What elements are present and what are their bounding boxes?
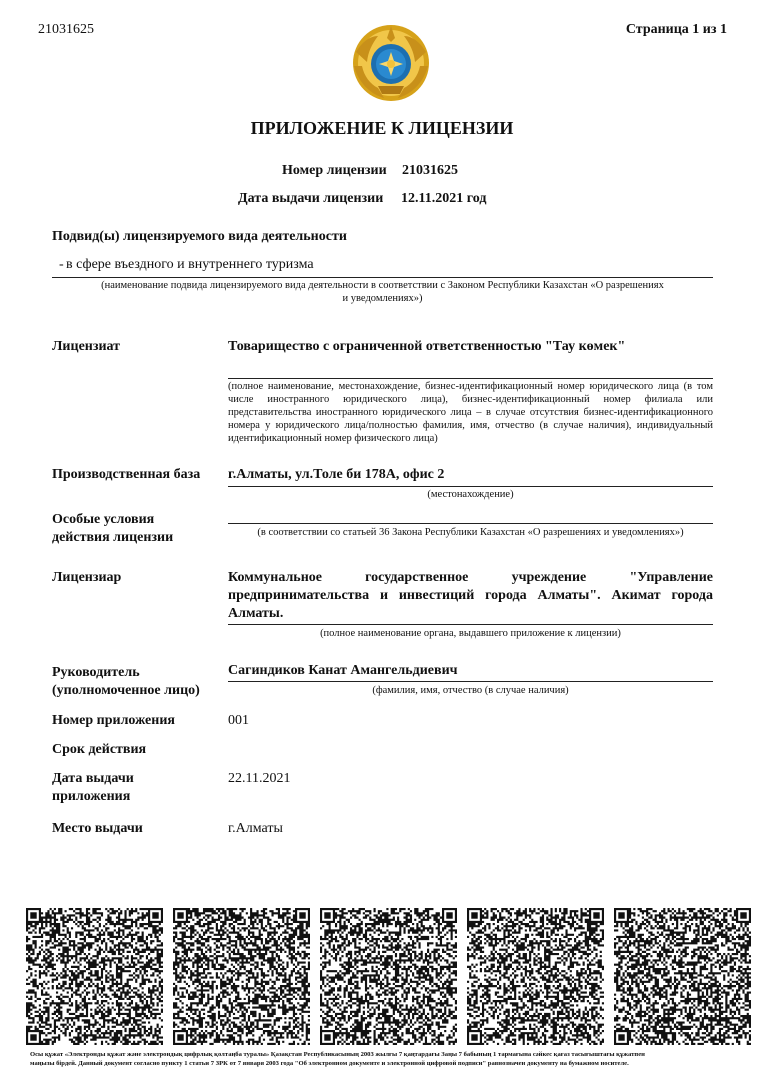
head-label: [52, 664, 200, 700]
licensor-value: Коммунальное государственное учреждение "Управление предпринимательства и инвестиций города Алматы". Акимат города Алматы.: [228, 570, 713, 621]
issue-place-label: Место выдачи: [52, 821, 143, 836]
licensor-caption: (полное наименование органа, выдавшего приложение к лицензии): [320, 628, 621, 639]
state-emblem-icon: [348, 22, 434, 104]
qr-code-3: [320, 908, 457, 1045]
subtypes-underline: [52, 277, 713, 278]
qr-code-1: [26, 908, 163, 1045]
issue-date-label: Дата выдачи лицензии: [238, 191, 384, 206]
qr-code-4: [467, 908, 604, 1045]
licensee-caption: (полное наименование, местонахождение, бизнес-идентификационный номер юридического лица (в том числе иностранного юридического лица), бизнес-идентификационный номер филиала или представительства иностранного юридического лица – в случае отсутствия бизнес-идентификационного номера у юридического лица/полностью фамилия, имя, отчество (в случае наличия), индивидуальный идентификационный номер физического лица): [228, 381, 713, 444]
subtypes-caption-line2: и уведомлениях»): [342, 293, 423, 304]
document-number: 21031625: [38, 22, 94, 37]
subtype-bullet: -: [59, 257, 64, 272]
qr-code-2: [173, 908, 310, 1045]
licensee-value: Товарищество с ограниченной ответственностью "Тау көмек": [228, 339, 626, 354]
subtype-item: в сфере въездного и внутреннего туризма: [66, 257, 314, 272]
validity-label: Срок действия: [52, 742, 147, 757]
head-label-line2: (уполномоченное лицо): [52, 683, 200, 698]
appendix-date-label: [52, 770, 134, 806]
head-caption: (фамилия, имя, отчество (в случае наличия): [372, 685, 569, 696]
production-base-underline: [228, 486, 713, 487]
special-conditions-label-line2: действия лицензии: [52, 530, 174, 545]
appendix-number-label: Номер приложения: [52, 713, 175, 728]
footer-legal-note: [30, 1051, 645, 1068]
special-conditions-label-line1: Особые условия: [52, 512, 155, 527]
appendix-date-label-line2: приложения: [52, 789, 131, 804]
footer-line2: маңызы бірдей. Данный документ согласно пункту 1 статьи 7 ЗРК от 7 января 2003 года "Об электронном документе и электронной цифровой подписи" равнозначен документу на бумажном носителе.: [30, 1059, 629, 1067]
production-base-value: г.Алматы, ул.Толе би 178А, офис 2: [228, 467, 445, 482]
issue-place-value: г.Алматы: [228, 821, 283, 836]
special-conditions-caption: (в соответствии со статьей 36 Закона Республики Казахстан «О разрешениях и уведомлениях»): [257, 527, 684, 538]
production-base-caption: (местонахождение): [427, 489, 514, 500]
page-indicator: Страница 1 из 1: [625, 22, 727, 37]
special-conditions-underline: [228, 523, 713, 524]
appendix-number-value: 001: [228, 713, 249, 728]
appendix-date-value: 22.11.2021: [228, 771, 291, 786]
licensee-label: Лицензиат: [52, 339, 121, 354]
subtypes-caption-line1: (наименование подвида лицензируемого вида деятельности в соответствии с Законом Республики Казахстан «О разрешениях: [101, 280, 664, 291]
license-number-label: Номер лицензии: [282, 163, 387, 178]
head-value: Сагиндиков Канат Амангельдиевич: [228, 663, 458, 678]
head-label-line1: Руководитель: [52, 665, 140, 680]
head-underline: [228, 681, 713, 682]
licensee-underline: [228, 378, 713, 379]
licensor-underline: [228, 624, 713, 625]
subtypes-caption: [52, 279, 713, 305]
special-conditions-label: [52, 511, 173, 547]
licensor-label: Лицензиар: [52, 570, 122, 585]
page-title: ПРИЛОЖЕНИЕ К ЛИЦЕНЗИИ: [250, 118, 514, 138]
appendix-date-label-line1: Дата выдачи: [52, 771, 134, 786]
qr-code-5: [614, 908, 751, 1045]
footer-line1: Осы құжат «Электронды құжат және электрондық цифрлық қолтаңба туралы» Қазақстан Республикасының 2003 жылғы 7 қаңтардағы Заңы 7 бабының 1 тармағына сәйкес қағаз тасығыштағы құжатпен: [30, 1051, 645, 1058]
subtypes-label: Подвид(ы) лицензируемого вида деятельности: [52, 229, 347, 244]
license-number-value: 21031625: [402, 163, 458, 178]
production-base-label: Производственная база: [52, 467, 201, 482]
issue-date-value: 12.11.2021 год: [401, 191, 487, 206]
